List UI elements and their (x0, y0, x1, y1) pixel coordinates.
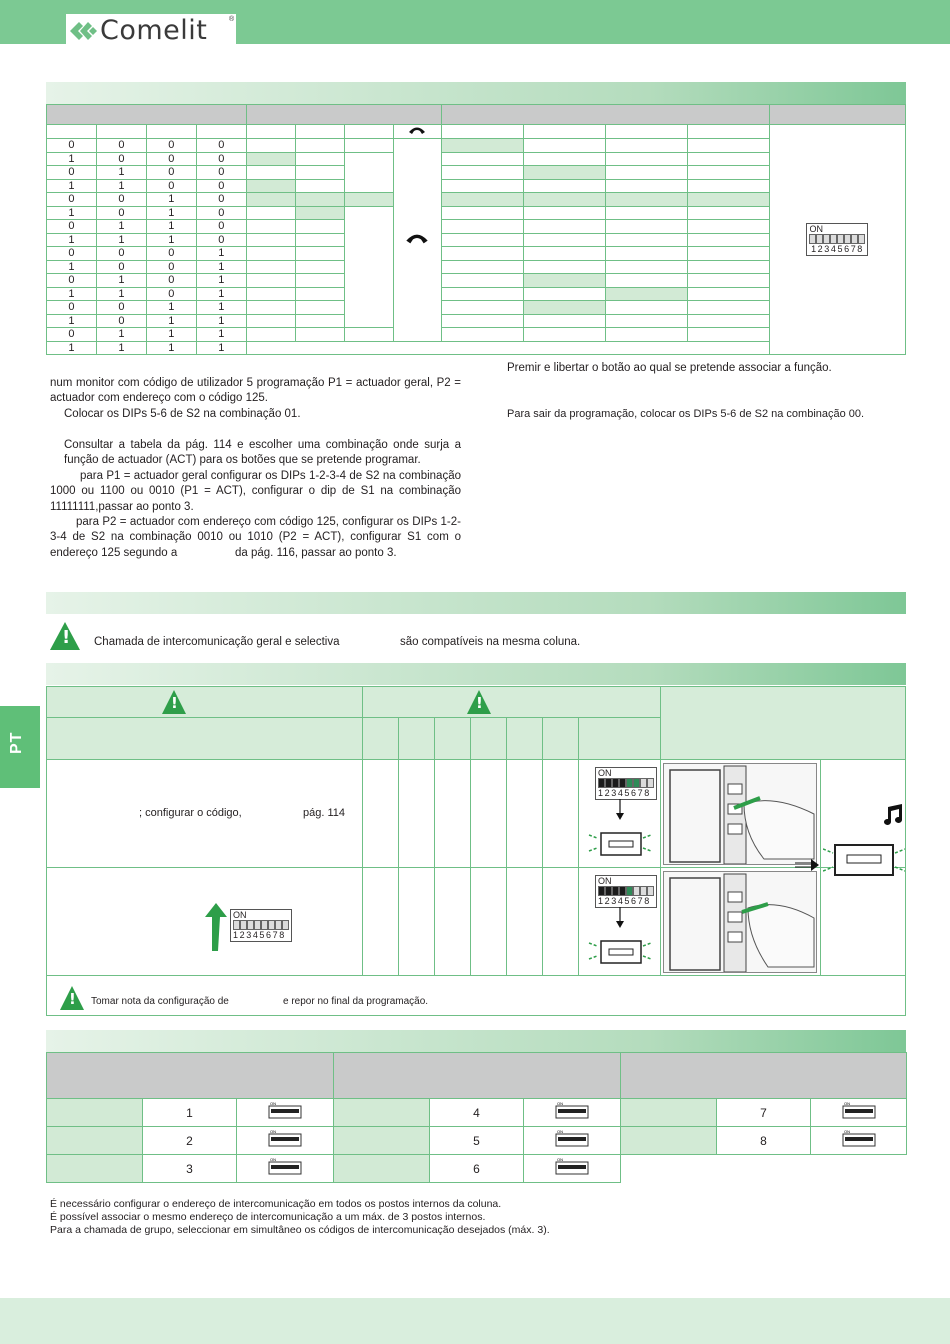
prog-row1-text-a: ; configurar o código, (139, 807, 242, 819)
monitor-button-illustration (663, 871, 817, 973)
svg-text:ON: ON (557, 1158, 563, 1162)
dip-switch-icon (555, 1102, 589, 1120)
arrow-right-icon (795, 859, 819, 871)
dip-switch-icon (555, 1130, 589, 1148)
brand-reg-mark: ® (229, 16, 235, 23)
dip-switch-bank: ON 12345678 (595, 875, 657, 908)
svg-text:ON: ON (270, 1102, 276, 1106)
language-tab: PT (0, 706, 40, 788)
step-2a-text: para P1 = actuador geral configurar os DIPs 1-2-3-4 de S2 na combinação 1000 ou 1100 ou 0010 (P1 = ACT), configurar o dip de S1 na combinação 11111111,passar ao ponto 3. (50, 470, 461, 513)
dip-switch-bank: ON 12345678 (595, 767, 657, 800)
bottom-note-1: É necessário configurar o endereço de intercomunicação em todos os postos internos da coluna. (50, 1198, 502, 1210)
intercom-address-table (46, 1052, 907, 1183)
dip-reference-cell (769, 125, 905, 355)
step-3-text: Premir e libertar o botão ao qual se pretende associar a função. (507, 362, 832, 374)
header-dip-setting (769, 105, 905, 125)
section-band-1 (46, 82, 906, 104)
dip-switch-bank: ON 12345678 (230, 909, 292, 942)
led-blink-icon (587, 823, 653, 863)
section-band-3 (46, 663, 906, 685)
svg-text:ON: ON (557, 1130, 563, 1134)
intercom-notice-b: são compatíveis na mesma coluna. (400, 636, 581, 648)
svg-text:ON: ON (843, 1102, 850, 1106)
handset-icon (408, 125, 426, 135)
table-row: 1 1 0 1 (47, 287, 906, 301)
prog-row1-text-b: pág. 114 (303, 807, 346, 819)
table-row: 1 1 1 0 (47, 233, 906, 247)
warning-icon: ! (60, 986, 84, 1010)
table-row: 2 ON 5 ON 8 ON (47, 1127, 907, 1155)
table-row: 0 1 0 1 (47, 274, 906, 288)
table-row: 1 0 0 1 (47, 260, 906, 274)
arrow-down-icon (615, 799, 625, 821)
bottom-note-2: É possível associar o mesmo endereço de intercomunicação a um máx. de 3 postos internos. (50, 1211, 486, 1223)
comelit-logo-icon (70, 20, 98, 42)
warning-icon: ! (162, 690, 186, 714)
table-row: 0 0 1 1 (47, 301, 906, 315)
monitor-button-illustration (663, 763, 817, 865)
footer-band (0, 1298, 950, 1344)
step-2b-text: para P2 = actuador com endereço com código 125, configurar os DIPs 1-2-3-4 de S2 na combinação 0010 ou 1010 (P2 = ACT), configurar S1 com o endereço 125 segundo a (50, 516, 461, 559)
dip-switch-icon (842, 1130, 876, 1148)
table-row: 0 0 0 1 (47, 247, 906, 261)
header-s2-dips (47, 105, 247, 125)
warning-icon: ! (50, 622, 80, 650)
dip-switch-icon (842, 1102, 876, 1120)
table-row: 3 ON 6 ON (47, 1155, 907, 1183)
dip-switch-bank: ON 12345678 (806, 223, 868, 256)
svg-text:ON: ON (557, 1102, 563, 1106)
led-blink-icon (587, 931, 653, 971)
header-functions-b (442, 105, 770, 125)
table-row: 0 0 0 0 (47, 139, 906, 153)
handset-header-cell (393, 125, 442, 139)
table-row: 1 1 0 0 (47, 179, 906, 193)
programming-table (46, 686, 906, 976)
arrow-up-icon (205, 903, 227, 951)
dip-switch-icon (268, 1158, 302, 1176)
table-row: 0 1 1 1 (47, 328, 906, 342)
section-band-4 (46, 1030, 906, 1052)
dip-switch-icon (555, 1158, 589, 1176)
handset-icon (405, 231, 429, 245)
warning-icon: ! (467, 690, 491, 714)
table-row: 1 1 1 1 (47, 341, 906, 355)
dip-switch-icon (268, 1102, 302, 1120)
svg-text:ON: ON (270, 1130, 276, 1134)
step-4-text: Para sair da programação, colocar os DIPs 5-6 de S2 na combinação 00. (507, 408, 865, 420)
table-row: 0 1 0 0 (47, 166, 906, 180)
brand-name: Comelit (100, 15, 208, 46)
music-note-icon (882, 803, 904, 827)
dip-switch-icon (268, 1130, 302, 1148)
svg-text:ON: ON (843, 1130, 850, 1134)
led-blink-icon (823, 837, 905, 883)
table-row: 1 0 0 0 (47, 152, 906, 166)
note-text-b: e repor no final da programação. (283, 996, 429, 1007)
note-text-a: Tomar nota da configuração de (91, 996, 229, 1007)
bottom-note-3: Para a chamada de grupo, seleccionar em simultâneo os códigos de intercomunicação desejados (máx. 3). (50, 1224, 550, 1236)
example-paragraph: num monitor com código de utilizador 5 programação P1 = actuador geral, P2 = actuador com endereço com o código 125. (50, 377, 461, 405)
header-functions-a (246, 105, 442, 125)
table-row: 1 0 1 1 (47, 314, 906, 328)
step-2b-end-text: da pág. 116, passar ao ponto 3. (235, 547, 397, 559)
table-row: 1 ON 4 ON 7 ON (47, 1099, 907, 1127)
arrow-down-icon (615, 907, 625, 929)
intercom-notice-a: Chamada de intercomunicação geral e selectiva (94, 636, 340, 648)
section-band-2 (46, 592, 906, 614)
table-row: 0 1 1 0 (47, 220, 906, 234)
table-row: 1 0 1 0 (47, 206, 906, 220)
svg-text:ON: ON (270, 1158, 276, 1162)
step-1-text: Colocar os DIPs 5-6 de S2 na combinação 01. (64, 408, 301, 420)
dip-function-table (46, 104, 906, 355)
step-2-text: Consultar a tabela da pág. 114 e escolher uma combinação onde surja a função de actuador (ACT) para os botões que se pretende programar. (64, 439, 461, 467)
table-row: 0 0 1 0 (47, 193, 906, 207)
